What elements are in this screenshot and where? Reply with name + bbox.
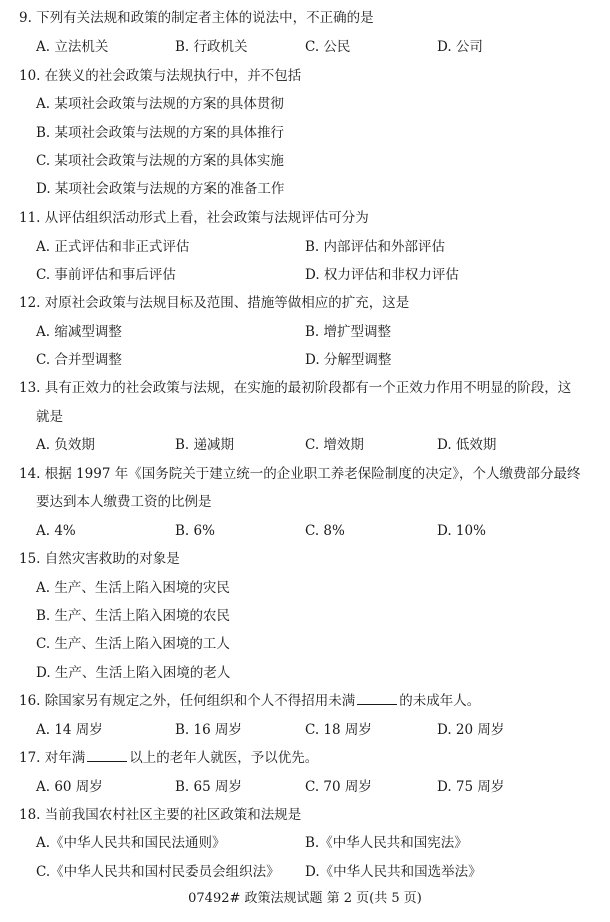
question-11-option-d: D. 权力评估和非权力评估 xyxy=(305,267,459,283)
question-14-option-d: D. 10% xyxy=(437,523,486,539)
question-11-options-row-1 xyxy=(0,233,610,261)
question-17-options xyxy=(0,773,610,801)
question-11-option-b: B. 内部评估和外部评估 xyxy=(305,239,446,255)
question-12-stem-line xyxy=(0,289,610,317)
question-17-stem-part-2: 以上的老年人就医，予以优先。 xyxy=(129,750,319,766)
question-15-option-c: C. 生产、生活上陷入困境的工人 xyxy=(36,636,230,652)
question-12-options-row-1 xyxy=(0,318,610,346)
question-18-stem: 18. 当前我国农村社区主要的社区政策和法规是 xyxy=(19,807,302,823)
question-15-option-b-line xyxy=(0,602,610,630)
question-14-option-b: B. 6% xyxy=(175,523,215,539)
question-10-option-c: C. 某项社会政策与法规的方案的具体实施 xyxy=(36,153,284,169)
question-13-option-d: D. 低效期 xyxy=(437,437,497,453)
question-10-stem: 10. 在狭义的社会政策与法规执行中，并不包括 xyxy=(19,68,302,84)
question-10-option-c-line xyxy=(0,147,610,175)
question-15-option-a-line xyxy=(0,574,610,602)
question-9-option-b: B. 行政机关 xyxy=(175,39,248,55)
answer-blank xyxy=(87,749,127,762)
question-10-option-d-line xyxy=(0,175,610,203)
answer-blank xyxy=(357,692,397,705)
question-17-stem-part-1: 17. 对年满 xyxy=(19,750,86,766)
question-10-option-a-line xyxy=(0,90,610,118)
question-13-stem: 13. 具有正效力的社会政策与法规，在实施的最初阶段都有一个正效力作用不明显的阶段，这 xyxy=(19,380,572,396)
question-9-option-d: D. 公司 xyxy=(437,39,483,55)
question-13-option-a: A. 负效期 xyxy=(36,437,95,453)
question-18-option-b: B.《中华人民共和国宪法》 xyxy=(305,835,468,851)
question-9-stem-line xyxy=(0,4,610,32)
question-15-option-c-line xyxy=(0,630,610,658)
question-12-option-b: B. 增扩型调整 xyxy=(305,324,392,340)
question-17-option-a: A. 60 周岁 xyxy=(36,779,103,795)
question-16-option-c: C. 18 周岁 xyxy=(305,722,372,738)
question-9-options xyxy=(0,33,610,61)
question-15-option-d-line xyxy=(0,659,610,687)
question-13-stem-line-2 xyxy=(0,403,610,431)
question-13-stem-continued: 就是 xyxy=(36,409,63,425)
question-15-stem-line xyxy=(0,545,610,573)
question-14-option-c: C. 8% xyxy=(305,523,345,539)
question-18-options-row-2 xyxy=(0,858,610,886)
question-13-option-c: C. 增效期 xyxy=(305,437,364,453)
question-10-stem-line xyxy=(0,62,610,90)
question-18-option-a: A.《中华人民共和国民法通则》 xyxy=(36,835,226,851)
question-11-stem: 11. 从评估组织活动形式上看，社会政策与法规评估可分为 xyxy=(19,210,369,226)
question-16-option-b: B. 16 周岁 xyxy=(175,722,242,738)
question-17-option-d: D. 75 周岁 xyxy=(437,779,505,795)
page-footer: 07492# 政策法规试题 第 2 页(共 5 页) xyxy=(188,891,422,906)
question-12-options-row-2 xyxy=(0,346,610,374)
question-12-option-a: A. 缩减型调整 xyxy=(36,324,122,340)
question-11-option-c: C. 事前评估和事后评估 xyxy=(36,267,176,283)
question-16-option-a: A. 14 周岁 xyxy=(36,722,103,738)
question-13-stem-line-1 xyxy=(0,374,610,402)
question-10-option-d: D. 某项社会政策与法规的方案的准备工作 xyxy=(36,181,285,197)
question-14-options xyxy=(0,517,610,545)
question-14-stem-continued: 要达到本人缴费工资的比例是 xyxy=(36,494,212,510)
question-14-stem-line-2 xyxy=(0,488,610,516)
question-14-stem-line-1 xyxy=(0,460,610,488)
question-15-option-d: D. 生产、生活上陷入困境的老人 xyxy=(36,665,231,681)
question-12-option-d: D. 分解型调整 xyxy=(305,352,392,368)
question-15-stem: 15. 自然灾害救助的对象是 xyxy=(19,551,180,567)
question-16-stem-part-1: 16. 除国家另有规定之外，任何组织和个人不得招用未满 xyxy=(19,693,356,709)
question-15-option-b: B. 生产、生活上陷入困境的农民 xyxy=(36,608,231,624)
question-13-options xyxy=(0,431,610,459)
question-17-stem xyxy=(19,744,318,772)
question-16-stem-line xyxy=(0,687,610,715)
question-17-option-c: C. 70 周岁 xyxy=(305,779,372,795)
question-10-option-b: B. 某项社会政策与法规的方案的具体推行 xyxy=(36,125,285,141)
question-16-stem xyxy=(19,687,480,715)
question-18-option-d: D.《中华人民共和国选举法》 xyxy=(305,864,482,880)
question-12-option-c: C. 合并型调整 xyxy=(36,352,122,368)
question-18-option-c: C.《中华人民共和国村民委员会组织法》 xyxy=(36,864,280,880)
question-17-option-b: B. 65 周岁 xyxy=(175,779,242,795)
question-11-option-a: A. 正式评估和非正式评估 xyxy=(36,239,190,255)
question-16-option-d: D. 20 周岁 xyxy=(437,722,505,738)
question-9-option-a: A. 立法机关 xyxy=(36,39,109,55)
question-13-option-b: B. 递减期 xyxy=(175,437,235,453)
question-12-stem: 12. 对原社会政策与法规目标及范围、措施等做相应的扩充，这是 xyxy=(19,295,410,311)
question-18-stem-line xyxy=(0,801,610,829)
question-10-option-b-line xyxy=(0,119,610,147)
question-14-stem: 14. 根据 1997 年《国务院关于建立统一的企业职工养老保险制度的决定》，个人缴费部分最终 xyxy=(19,466,581,482)
question-18-options-row-1 xyxy=(0,829,610,857)
question-11-stem-line xyxy=(0,204,610,232)
question-16-options xyxy=(0,716,610,744)
question-9-stem: 9. 下列有关法规和政策的制定者主体的说法中，不正确的是 xyxy=(19,10,374,26)
question-10-option-a: A. 某项社会政策与法规的方案的具体贯彻 xyxy=(36,96,284,112)
question-11-options-row-2 xyxy=(0,261,610,289)
question-9-option-c: C. 公民 xyxy=(305,39,351,55)
question-17-stem-line xyxy=(0,744,610,772)
question-15-option-a: A. 生产、生活上陷入困境的灾民 xyxy=(36,580,230,596)
question-16-stem-part-2: 的未成年人。 xyxy=(399,693,481,709)
question-14-option-a: A. 4% xyxy=(36,523,76,539)
